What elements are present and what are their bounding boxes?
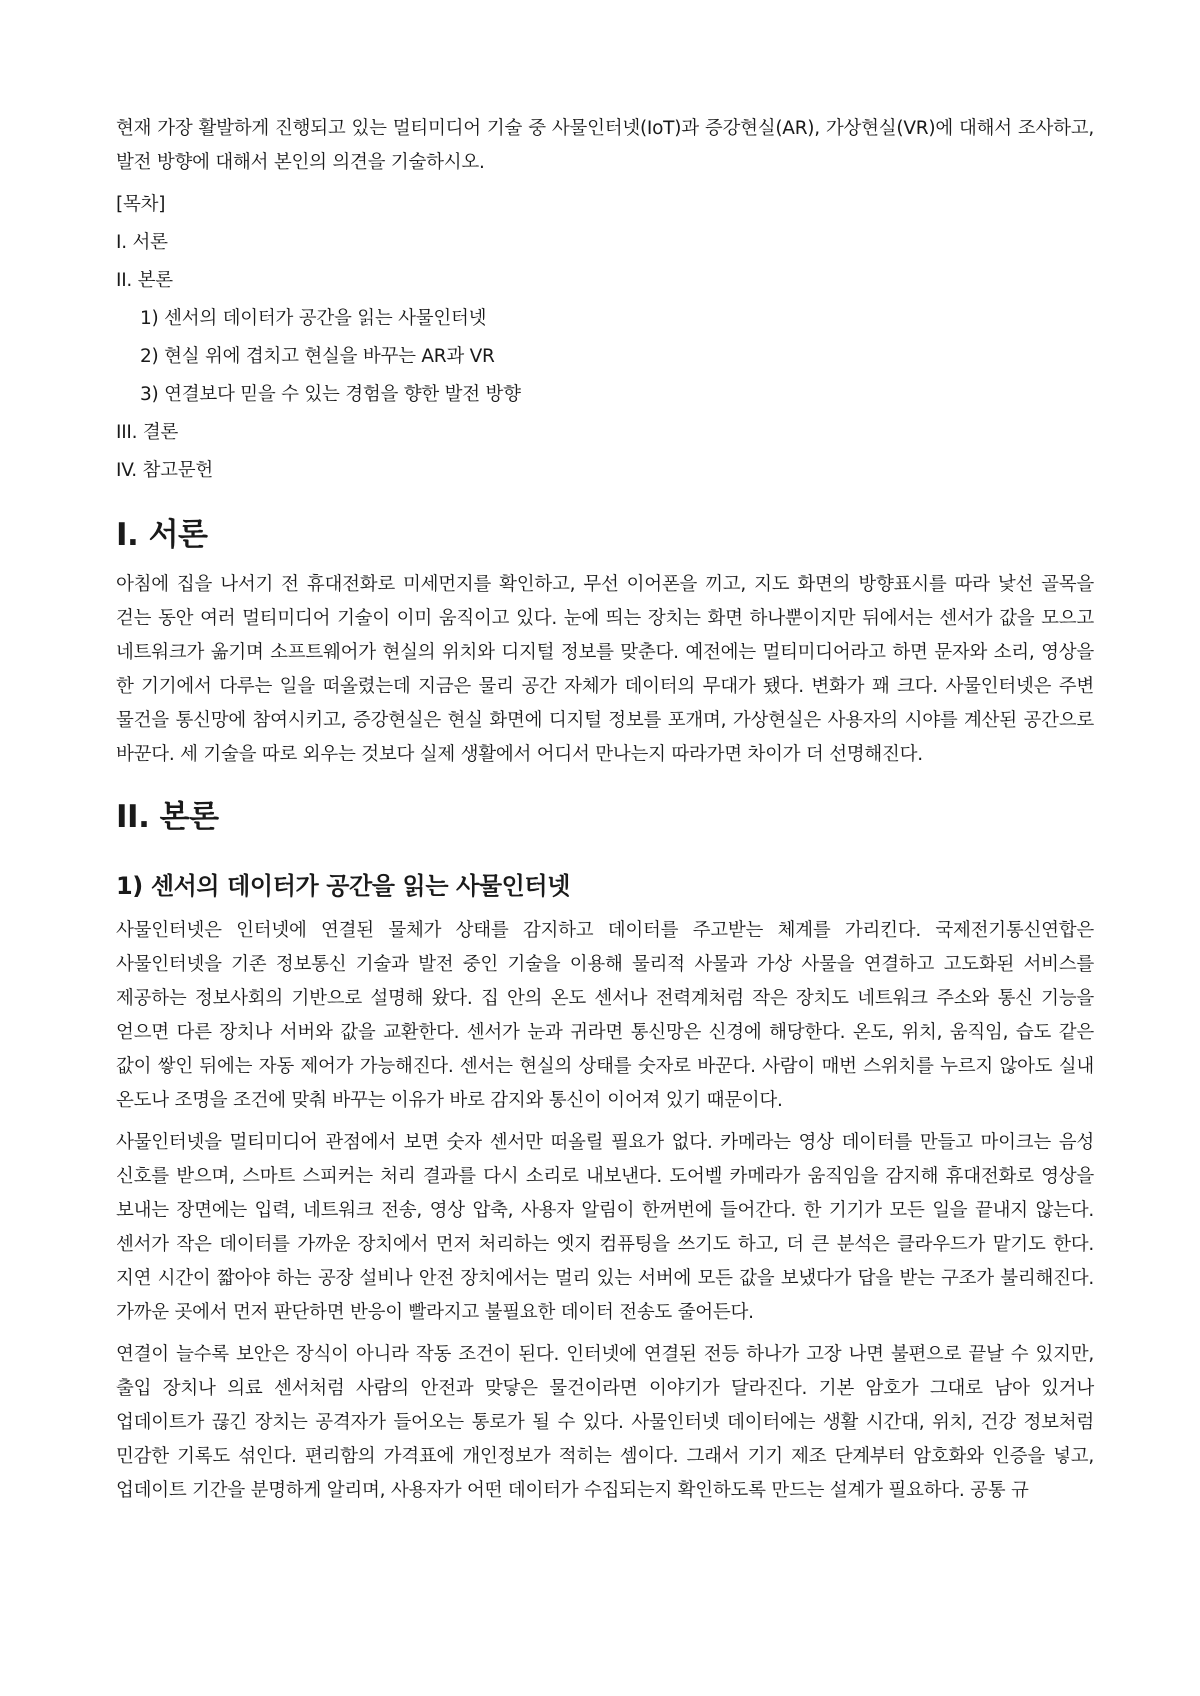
toc-item-references: IV. 참고문헌	[116, 460, 213, 481]
assignment-prompt: 현재 가장 활발하게 진행되고 있는 멀티미디어 기술 중 사물인터넷(IoT)과 증강현실(AR), 가상현실(VR)에 대해서 조사하고, 발전 방향에 대해서 본인의 의견을 기술하시오.	[116, 118, 1094, 173]
subsection-heading-iot: 1) 센서의 데이터가 공간을 읽는 사물인터넷	[116, 872, 570, 900]
table-of-contents	[116, 186, 1094, 490]
document-body	[116, 112, 1094, 1516]
toc-item-conclusion: III. 결론	[116, 422, 179, 443]
toc-item-body-3: 3) 연결보다 믿을 수 있는 경험을 향한 발전 방향	[140, 384, 521, 405]
introduction-paragraph: 아침에 집을 나서기 전 휴대전화로 미세먼지를 확인하고, 무선 이어폰을 끼고, 지도 화면의 방향표시를 따라 낯선 골목을 걷는 동안 여러 멀티미디어 기술이 이미 움직이고 있다. 눈에 띄는 장치는 화면 하나뿐이지만 뒤에서는 센서가 값을 모으고 네트워크가 옮기며 소프트웨어가 현실의 위치와 디지털 정보를 맞춘다. 예전에는 멀티미디어라고 하면 문자와 소리, 영상을 한 기기에서 다루는 일을 떠올렸는데 지금은 물리 공간 자체가 데이터의 무대가 됐다. 변화가 꽤 크다. 사물인터넷은 주변 물건을 통신망에 참여시키고, 증강현실은 현실 화면에 디지털 정보를 포개며, 가상현실은 사용자의 시야를 계산된 공간으로 바꾼다. 세 기술을 따로 외우는 것보다 실제 생활에서 어디서 만나는지 따라가면 차이가 더 선명해진다.	[116, 574, 1094, 765]
body-paragraph: 사물인터넷은 인터넷에 연결된 물체가 상태를 감지하고 데이터를 주고받는 체계를 가리킨다. 국제전기통신연합은 사물인터넷을 기존 정보통신 기술과 발전 중인 기술을 이용해 물리적 사물과 가상 사물을 연결하고 고도화된 서비스를 제공하는 정보사회의 기반으로 설명해 왔다. 집 안의 온도 센서나 전력계처럼 작은 장치도 네트워크 주소와 통신 기능을 얻으면 다른 장치나 서버와 값을 교환한다. 센서가 눈과 귀라면 통신망은 신경에 해당한다. 온도, 위치, 움직임, 습도 같은 값이 쌓인 뒤에는 자동 제어가 가능해진다. 센서는 현실의 상태를 숫자로 바꾼다. 사람이 매번 스위치를 누르지 않아도 실내 온도나 조명을 조건에 맞춰 바꾸는 이유가 바로 감지와 통신이 이어져 있기 때문이다.	[116, 920, 1094, 1111]
body-paragraph: 사물인터넷을 멀티미디어 관점에서 보면 숫자 센서만 떠올릴 필요가 없다. 카메라는 영상 데이터를 만들고 마이크는 음성 신호를 받으며, 스마트 스피커는 처리 결과를 다시 소리로 내보낸다. 도어벨 카메라가 움직임을 감지해 휴대전화로 영상을 보내는 장면에는 입력, 네트워크 전송, 영상 압축, 사용자 알림이 한꺼번에 들어간다. 한 기기가 모든 일을 끝내지 않는다. 센서가 작은 데이터를 가까운 장치에서 먼저 처리하는 엣지 컴퓨팅을 쓰기도 하고, 더 큰 분석은 클라우드가 맡기도 한다. 지연 시간이 짧아야 하는 공장 설비나 안전 장치에서는 멀리 있는 서버에 모든 값을 보냈다가 답을 받는 구조가 불리해진다. 가까운 곳에서 먼저 판단하면 반응이 빨라지고 불필요한 데이터 전송도 줄어든다.	[116, 1132, 1094, 1323]
toc-item-body-1: 1) 센서의 데이터가 공간을 읽는 사물인터넷	[140, 308, 487, 329]
toc-item-body: II. 본론	[116, 270, 173, 291]
toc-heading: [목차]	[116, 194, 166, 215]
section-heading-body: II. 본론	[116, 799, 219, 835]
section-heading-introduction: I. 서론	[116, 517, 208, 553]
body-paragraph: 연결이 늘수록 보안은 장식이 아니라 작동 조건이 된다. 인터넷에 연결된 전등 하나가 고장 나면 불편으로 끝날 수 있지만, 출입 장치나 의료 센서처럼 사람의 안전과 맞닿은 물건이라면 이야기가 달라진다. 기본 암호가 그대로 남아 있거나 업데이트가 끊긴 장치는 공격자가 들어오는 통로가 될 수 있다. 사물인터넷 데이터에는 생활 시간대, 위치, 건강 정보처럼 민감한 기록도 섞인다. 편리함의 가격표에 개인정보가 적히는 셈이다. 그래서 기기 제조 단계부터 암호화와 인증을 넣고, 업데이트 기간을 분명하게 알리며, 사용자가 어떤 데이터가 수집되는지 확인하도록 만드는 설계가 필요하다. 공통 규	[116, 1344, 1094, 1501]
toc-item-body-2: 2) 현실 위에 겹치고 현실을 바꾸는 AR과 VR	[140, 346, 495, 367]
toc-item-introduction: I. 서론	[116, 232, 168, 253]
